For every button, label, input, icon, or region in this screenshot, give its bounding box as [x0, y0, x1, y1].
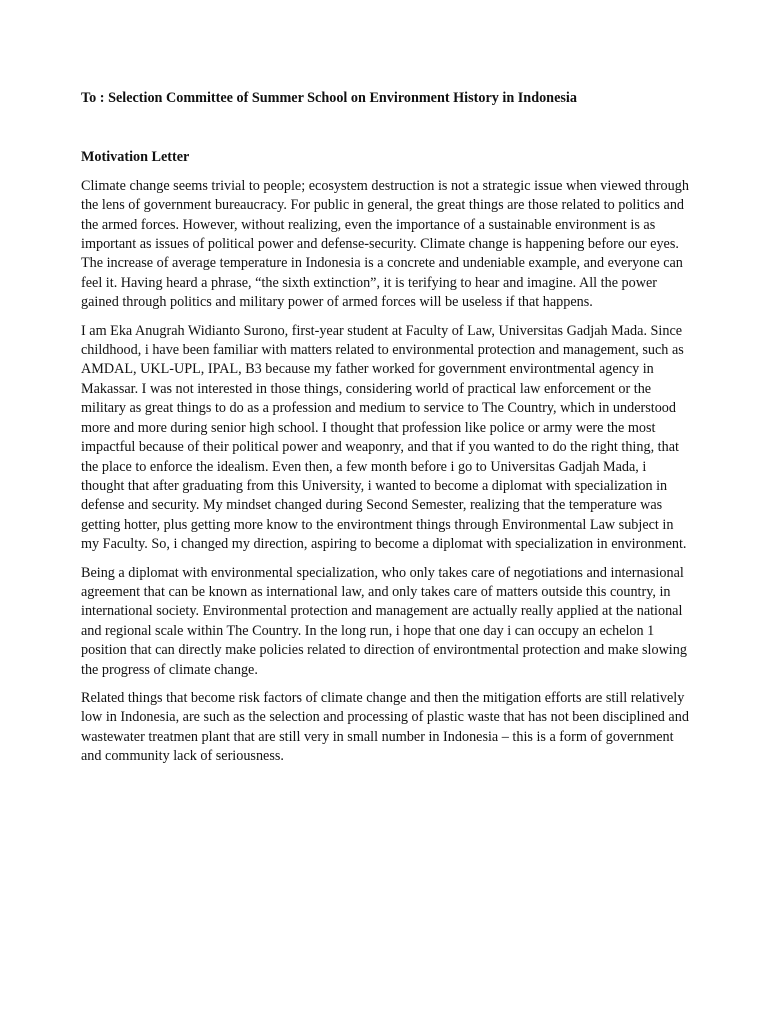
paragraph-risk-factors: Related things that become risk factors of climate change and then the mitigation efforts are still relatively low in Indonesia, are such as the selection and processing of plastic waste that has not been disciplined and wastewater treatmen plant that are still very in small number in Indonesia – this is a form of government and community lack of seriousness. [81, 689, 689, 765]
paragraph-intro: Climate change seems trivial to people; ecosystem destruction is not a strategic issue when viewed through the lens of government bureaucracy. For public in general, the great things are those related to politics and the armed forces. However, without realizing, even the importance of a sustainable environment is as important as issues of political power and defense-security. Climate change is happening before our eyes. The increase of average temperature in Indonesia is a concrete and undeniable example, and everyone can feel it. Having heard a phrase, “the sixth extinction”, it is terifying to hear and imagine. All the power gained through politics and military power of armed forces will be useless if that happens. [81, 177, 689, 311]
paragraph-background: I am Eka Anugrah Widianto Surono, first-year student at Faculty of Law, Universitas Gadjah Mada. Since childhood, i have been familiar with matters related to environmental protection and management, such as AMDAL, UKL-UPL, IPAL, B3 because my father worked for government environtmental agency in Makassar. I was not interested in those things, considering world of practical law enforcement or the military as great things to do as a profession and medium to service to The Country, which in understood more and more during senior high school. I thought that profession like police or army were the most impactful because of their political power and weaponry, and that if you wanted to do the right thing, that the place to enforce the idealism. Even then, a few month before i go to Universitas Gadjah Mada, i thought that after graduating from this University, i wanted to become a diplomat with specialization in defense and security. My mindset changed during Second Semester, realizing that the temperature was getting hotter, plus getting more know to the environtment things through Environmental Law subject in my Faculty. So, i changed my direction, aspiring to become a diplomat with specialization in environment. [81, 322, 687, 553]
addressee-line: To : Selection Committee of Summer School on Environment History in Indonesia [81, 90, 577, 106]
letter-body [81, 89, 693, 776]
letter-title: Motivation Letter [81, 149, 190, 166]
paragraph-aspiration: Being a diplomat with environmental specialization, who only takes care of negotiations and internasional agreement that can be known as international law, and only takes care of matters outside this country, in international society. Environmental protection and management are actually really applied at the national and regional scale within The Country. In the long run, i hope that one day i can occupy an echelon 1 position that can directly make policies related to direction of environtmental protection and make slowing the progress of climate change. [81, 564, 687, 678]
